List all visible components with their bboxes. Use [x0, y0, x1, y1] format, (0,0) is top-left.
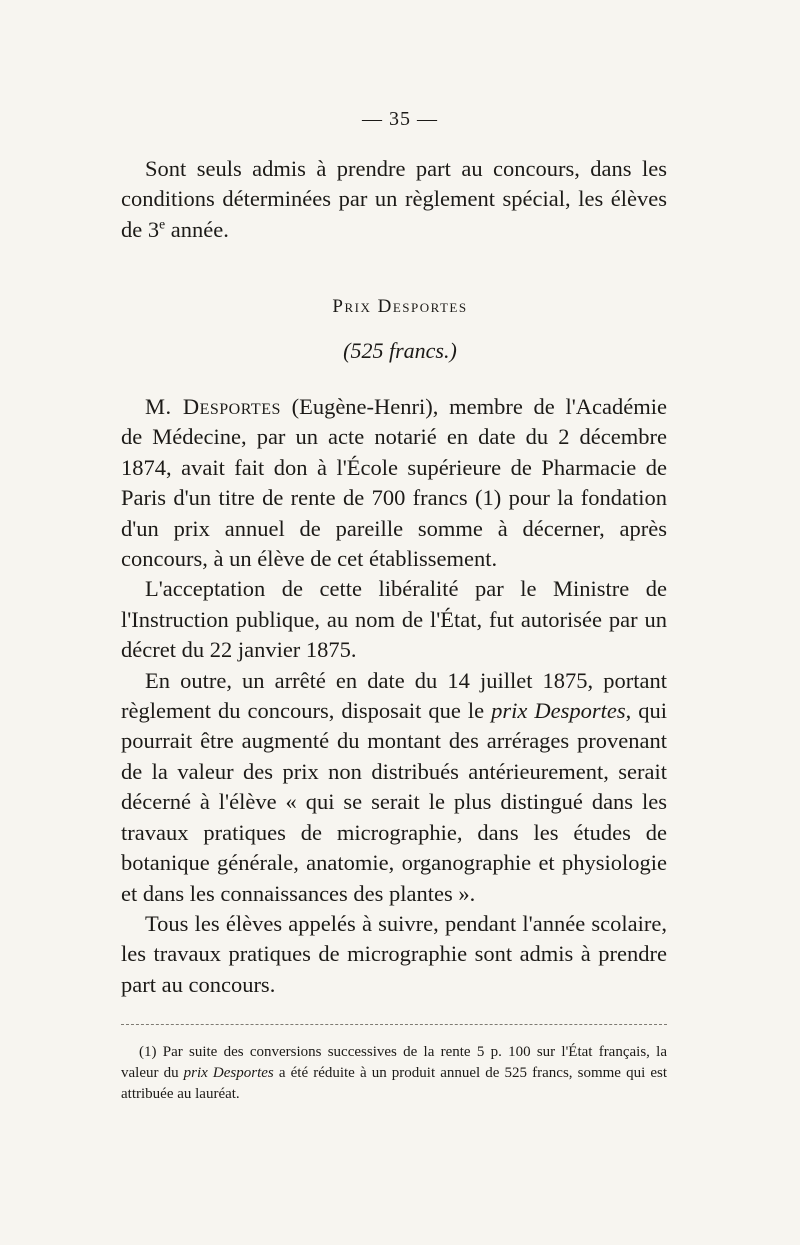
paragraph-2: L'acceptation de cette libéralité par le Ministre de l'Instruction publique, au nom de l'État, fut autorisée par un décret du 22 janvier 1875. [121, 576, 667, 663]
main-body [121, 392, 667, 1000]
paragraph-1 [121, 392, 667, 574]
paragraph-3-start: En outre, un arrêté en date du 14 juillet 1875, portant règlement du concours, disposait que le [121, 667, 667, 724]
section-title: Prix Desportes [332, 296, 468, 317]
intro-text [121, 154, 667, 245]
footnote-end: a été réduite à un produit annuel de 525 francs, somme qui est attribuée au lauréat. [121, 1065, 667, 1102]
year-number: 3 [147, 216, 160, 242]
prize-amount: (525 francs.) [343, 338, 457, 363]
footnote-start: (1) Par suite des conversions successives de la rente 5 p. 100 sur l'État français, la valeur du [121, 1044, 667, 1081]
intro-body: Sont seuls admis à prendre part au concours, dans les conditions déterminées par un règlement spécial, les élèves de [121, 156, 667, 242]
footnote-text [121, 1042, 667, 1105]
year-word: année. [165, 216, 229, 242]
footnote-prize-italic: prix Desportes [183, 1065, 274, 1081]
paragraph-3-end: , qui pourrait être augmenté du montant des arrérages provenant de la valeur des prix non distribués antérieurement, serait décerné à l'élève « qui se serait le plus distingué dans les travaux pratiques de micrographie, dans les études de botanique générale, anatomie, organographie et physiologie et dans les connaissances des plantes ». [121, 698, 667, 906]
year-superscript: e [159, 216, 166, 232]
paragraph-3 [121, 666, 667, 909]
footnote-divider [121, 1024, 667, 1025]
page-number: — 35 — [362, 108, 438, 130]
intro-paragraph [121, 154, 667, 245]
footnote [121, 1042, 667, 1105]
prize-name-italic: prix Desportes [491, 698, 626, 724]
donor-name: M. Desportes [145, 394, 281, 419]
paragraph-4: Tous les élèves appelés à suivre, pendant l'année scolaire, les travaux pratiques de micrographie sont admis à prendre part au concours. [121, 910, 667, 997]
paragraph-1-text: (Eugène-Henri), membre de l'Académie de Médecine, par un acte notarié en date du 2 décembre 1874, avait fait don à l'École supérieure de Pharmacie de Paris d'un titre de rente de 700 francs (1) pour la fondation d'un prix annuel de pareille somme à décerner, après concours, à un élève de cet établissement. [121, 394, 667, 572]
